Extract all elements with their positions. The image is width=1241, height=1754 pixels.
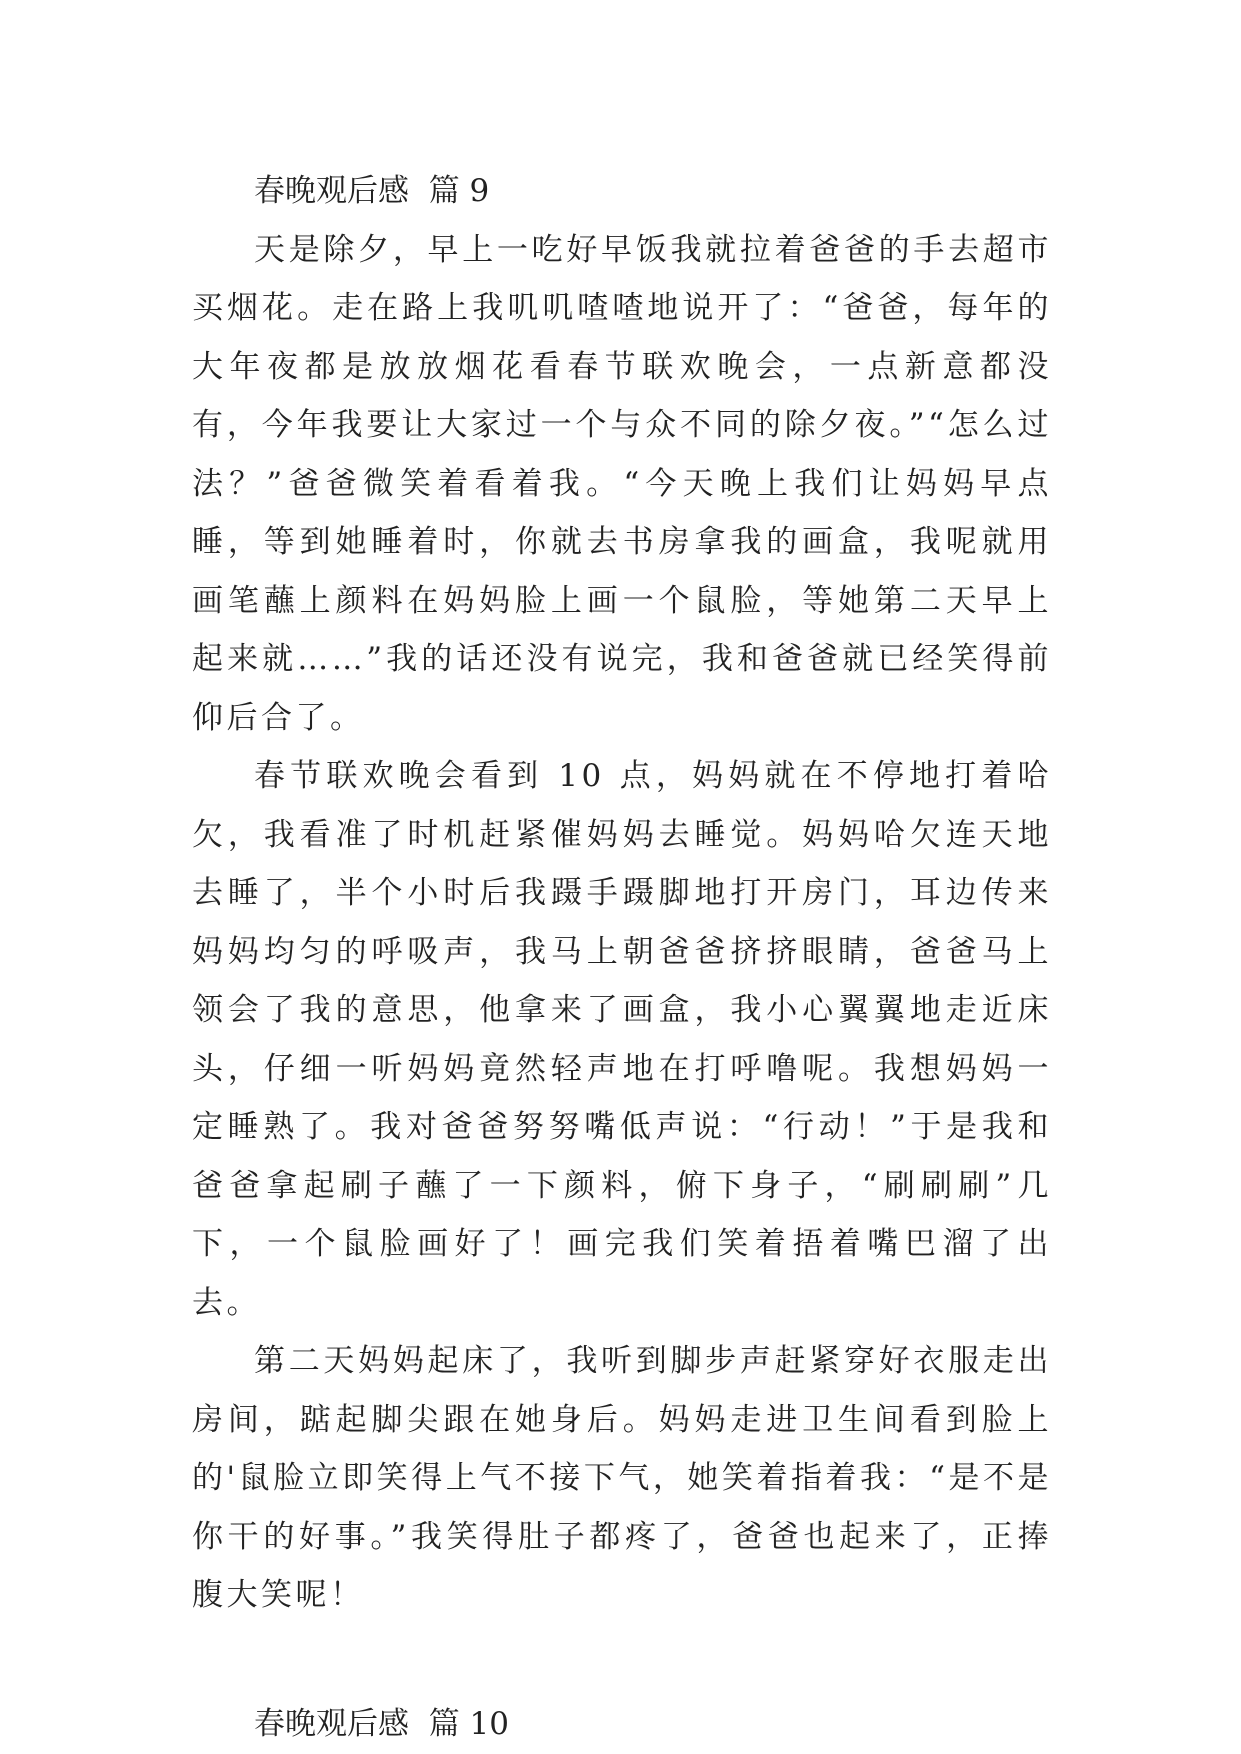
document-body <box>192 162 1052 1753</box>
section-title-10: 春晚观后感 篇 10 <box>254 1705 510 1742</box>
paragraph-1: 天是除夕，早上一吃好早饭我就拉着爸爸的手去超市买烟花。走在路上我叽叽喳喳地说开了：“爸爸，每年的大年夜都是放放烟花看春节联欢晚会，一点新意都没有，今年我要让大家过一个与众不同的除夕夜。”“怎么过法？”爸爸微笑着看着我。“今天晚上我们让妈妈早点睡，等到她睡着时，你就去书房拿我的画盒，我呢就用画笔蘸上颜料在妈妈脸上画一个鼠脸，等她第二天早上起来就……”我的话还没有说完，我和爸爸就已经笑得前仰后合了。 <box>192 231 1052 736</box>
paragraph-3: 第二天妈妈起床了，我听到脚步声赶紧穿好衣服走出房间，踮起脚尖跟在她身后。妈妈走进卫生间看到脸上的'鼠脸立即笑得上气不接下气，她笑着指着我：“是不是你干的好事。”我笑得肚子都疼了，爸爸也起来了，正捧腹大笑呢！ <box>192 1343 1052 1613</box>
paragraph-2: 春节联欢晚会看到 10 点，妈妈就在不停地打着哈欠，我看准了时机赶紧催妈妈去睡觉。妈妈哈欠连天地去睡了，半个小时后我蹑手蹑脚地打开房门，耳边传来妈妈均匀的呼吸声，我马上朝爸爸挤挤眼睛，爸爸马上领会了我的意思，他拿来了画盒，我小心翼翼地走近床头，仔细一听妈妈竟然轻声地在打呼噜呢。我想妈妈一定睡熟了。我对爸爸努努嘴低声说：“行动！”于是我和爸爸拿起刷子蘸了一下颜料，俯下身子，“刷刷刷”几下，一个鼠脸画好了！画完我们笑着捂着嘴巴溜了出去。 <box>192 758 1052 1321</box>
section-gap <box>192 1625 1052 1695</box>
section-title-9: 春晚观后感 篇 9 <box>254 173 490 209</box>
